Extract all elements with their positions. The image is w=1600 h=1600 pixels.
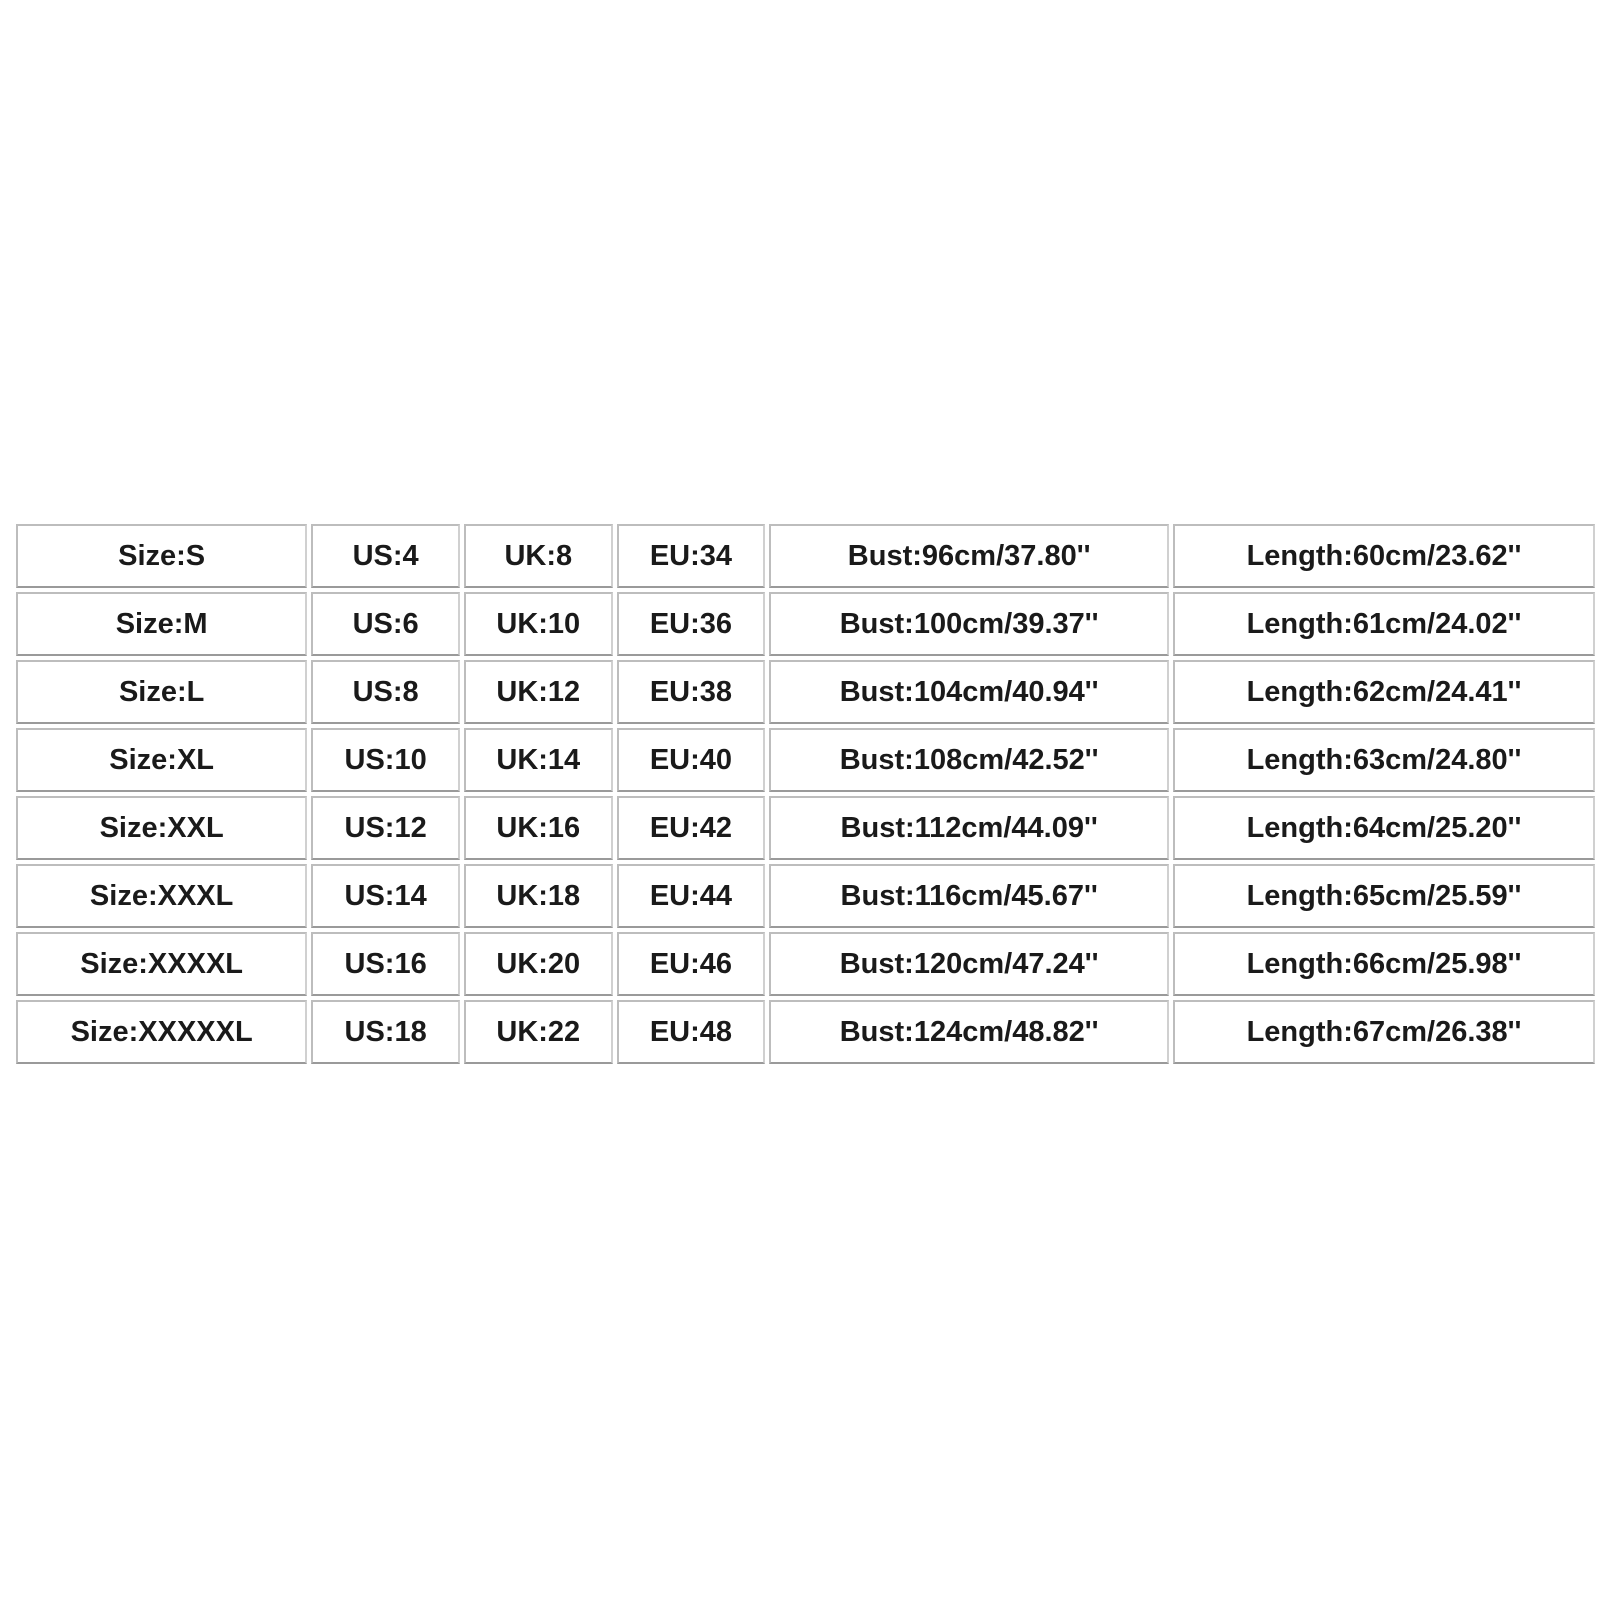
bust-cell: Bust:96cm/37.80'' bbox=[769, 524, 1169, 588]
bust-cell: Bust:100cm/39.37'' bbox=[769, 592, 1169, 656]
bust-cell: Bust:116cm/45.67'' bbox=[769, 864, 1169, 928]
length-cell: Length:65cm/25.59'' bbox=[1173, 864, 1595, 928]
size-cell: Size:L bbox=[16, 660, 307, 724]
eu-cell: EU:36 bbox=[617, 592, 766, 656]
bust-cell: Bust:112cm/44.09'' bbox=[769, 796, 1169, 860]
us-cell: US:12 bbox=[311, 796, 460, 860]
us-cell: US:16 bbox=[311, 932, 460, 996]
uk-cell: UK:20 bbox=[464, 932, 613, 996]
size-cell: Size:XXL bbox=[16, 796, 307, 860]
uk-cell: UK:14 bbox=[464, 728, 613, 792]
length-cell: Length:66cm/25.98'' bbox=[1173, 932, 1595, 996]
bust-cell: Bust:120cm/47.24'' bbox=[769, 932, 1169, 996]
eu-cell: EU:34 bbox=[617, 524, 766, 588]
bust-cell: Bust:104cm/40.94'' bbox=[769, 660, 1169, 724]
size-cell: Size:S bbox=[16, 524, 307, 588]
uk-cell: UK:22 bbox=[464, 1000, 613, 1064]
bust-cell: Bust:124cm/48.82'' bbox=[769, 1000, 1169, 1064]
us-cell: US:4 bbox=[311, 524, 460, 588]
length-cell: Length:63cm/24.80'' bbox=[1173, 728, 1595, 792]
eu-cell: EU:42 bbox=[617, 796, 766, 860]
length-cell: Length:67cm/26.38'' bbox=[1173, 1000, 1595, 1064]
table-row bbox=[16, 1000, 1595, 1064]
eu-cell: EU:40 bbox=[617, 728, 766, 792]
us-cell: US:14 bbox=[311, 864, 460, 928]
uk-cell: UK:10 bbox=[464, 592, 613, 656]
size-cell: Size:XXXXXL bbox=[16, 1000, 307, 1064]
size-cell: Size:XL bbox=[16, 728, 307, 792]
size-cell: Size:XXXXL bbox=[16, 932, 307, 996]
table-row bbox=[16, 932, 1595, 996]
eu-cell: EU:48 bbox=[617, 1000, 766, 1064]
length-cell: Length:64cm/25.20'' bbox=[1173, 796, 1595, 860]
uk-cell: UK:16 bbox=[464, 796, 613, 860]
uk-cell: UK:8 bbox=[464, 524, 613, 588]
us-cell: US:10 bbox=[311, 728, 460, 792]
table-row bbox=[16, 592, 1595, 656]
table-row bbox=[16, 864, 1595, 928]
eu-cell: EU:46 bbox=[617, 932, 766, 996]
table-row bbox=[16, 796, 1595, 860]
length-cell: Length:61cm/24.02'' bbox=[1173, 592, 1595, 656]
eu-cell: EU:38 bbox=[617, 660, 766, 724]
size-cell: Size:M bbox=[16, 592, 307, 656]
size-cell: Size:XXXL bbox=[16, 864, 307, 928]
size-chart-table bbox=[12, 520, 1599, 1068]
table-row bbox=[16, 524, 1595, 588]
us-cell: US:6 bbox=[311, 592, 460, 656]
eu-cell: EU:44 bbox=[617, 864, 766, 928]
uk-cell: UK:18 bbox=[464, 864, 613, 928]
us-cell: US:8 bbox=[311, 660, 460, 724]
bust-cell: Bust:108cm/42.52'' bbox=[769, 728, 1169, 792]
table-row bbox=[16, 660, 1595, 724]
us-cell: US:18 bbox=[311, 1000, 460, 1064]
length-cell: Length:60cm/23.62'' bbox=[1173, 524, 1595, 588]
length-cell: Length:62cm/24.41'' bbox=[1173, 660, 1595, 724]
table-row bbox=[16, 728, 1595, 792]
uk-cell: UK:12 bbox=[464, 660, 613, 724]
